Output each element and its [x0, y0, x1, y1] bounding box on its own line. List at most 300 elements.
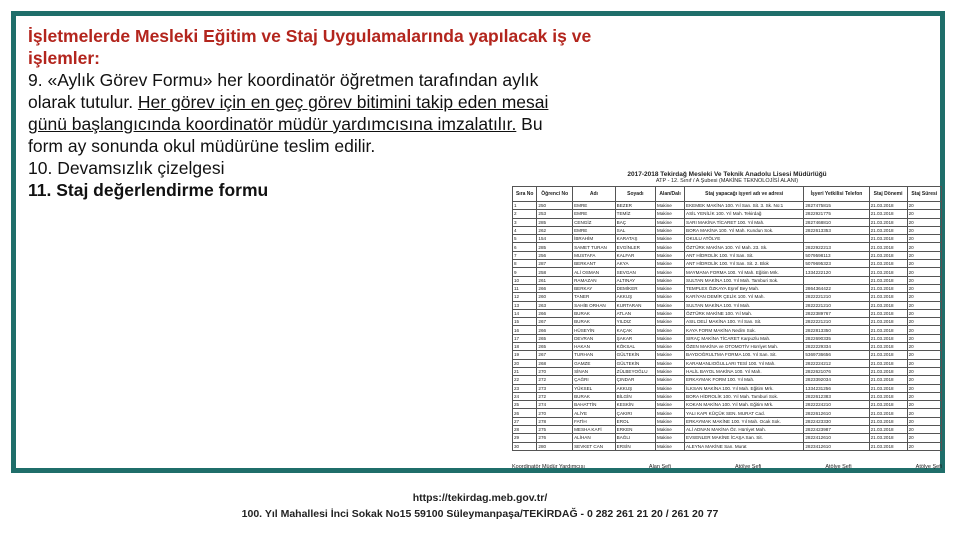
table-cell: 20: [907, 442, 941, 450]
table-cell: KARAMANLIOĞULLARI TESİ 100. Yıl Mah.: [685, 359, 804, 367]
table-cell: 21.03.2018: [869, 226, 907, 234]
table-cell: 21.03.2018: [869, 210, 907, 218]
table-cell: BERKANT: [573, 260, 616, 268]
table-cell: Makine: [656, 202, 685, 210]
table-cell: ERKAYMAK MAKİNE 100. Yıl Mah. Ocak Sok.: [685, 417, 804, 425]
table-cell: 23: [513, 384, 537, 392]
table-cell: 260: [537, 293, 573, 301]
table-cell: 21.03.2018: [869, 260, 907, 268]
table-cell: 20: [907, 434, 941, 442]
table-cell: TEMPLEX ÖZKAYA Eşref Bey Mah.: [685, 284, 804, 292]
table-cell: 20: [907, 334, 941, 342]
table-header: [513, 187, 942, 202]
table-cell: SIRAÇ MAKİNA TİCARET Karpuzlu Mah.: [685, 334, 804, 342]
table-cell: AKKUŞ: [615, 293, 655, 301]
table-cell: 15: [513, 318, 537, 326]
table-cell: Makine: [656, 417, 685, 425]
item9-underlined-2: günü başlangıcında koordinatör müdür yardımcısına imzalatılır.: [28, 114, 517, 134]
table-cell: FATİH: [573, 417, 616, 425]
table-cell: Makine: [656, 226, 685, 234]
table-row: [513, 376, 942, 384]
table-cell: Makine: [656, 434, 685, 442]
table-cell: EMRE: [573, 202, 616, 210]
table-row: [513, 260, 942, 268]
table-cell: ÇAĞRI: [573, 376, 616, 384]
table-row: [513, 276, 942, 284]
signature-row: [512, 464, 942, 470]
table-cell: Makine: [656, 276, 685, 284]
table-cell: BERKAY: [573, 284, 616, 292]
table-cell: ALİHAN: [573, 434, 616, 442]
table-cell: 30: [513, 442, 537, 450]
table-cell: 21.03.2018: [869, 426, 907, 434]
table-cell: 2823392034: [804, 376, 869, 384]
table-cell: KÖKSAL: [615, 343, 655, 351]
table-cell: SULTAN MAKİNA 100. Yıl Mah.: [685, 301, 804, 309]
table-cell: 21.03.2018: [869, 351, 907, 359]
table-cell: MAYMANA FORMA 100. Yıl Mah. Eğitim Mrk.: [685, 268, 804, 276]
table-cell: ÖZTÜRK MAKİNA 100. Yıl Mah. 23. Sk.: [685, 243, 804, 251]
table-cell: 29: [513, 434, 537, 442]
table-cell: 20: [907, 284, 941, 292]
table-cell: KAYA FORM MAKİNA Nedim Sok.: [685, 326, 804, 334]
table-cell: GAMZE: [573, 359, 616, 367]
table-cell: HÜSEYİN: [573, 326, 616, 334]
table-cell: BİLGİN: [615, 392, 655, 400]
heading-line-1: İşletmelerde Mesleki Eğitim ve Staj Uygulamalarında yapılacak iş ve: [28, 26, 592, 46]
table-cell: DEMİKER: [615, 284, 655, 292]
table-cell: Makine: [656, 401, 685, 409]
table-cell: 154: [537, 235, 573, 243]
table-row: [513, 359, 942, 367]
column-header: İşyeri Yetkilisi Telefon: [804, 187, 869, 202]
table-cell: 2822612610: [804, 409, 869, 417]
table-cell: ALİYE: [573, 409, 616, 417]
table-cell: 21.03.2018: [869, 343, 907, 351]
table-cell: 2822389767: [804, 309, 869, 317]
table-cell: YILDIZ: [615, 318, 655, 326]
table-cell: 21.03.2018: [869, 284, 907, 292]
table-cell: ERKAYMAK FORM 100. Yıl Mah.: [685, 376, 804, 384]
table-cell: 14: [513, 309, 537, 317]
table-cell: ÖZTÜRK MAKİNE 100. Yıl Mah.: [685, 309, 804, 317]
table-cell: 20: [907, 384, 941, 392]
table-cell: 21.03.2018: [869, 409, 907, 417]
table-cell: 21.03.2018: [869, 359, 907, 367]
table-row: [513, 293, 942, 301]
table-cell: 20: [907, 367, 941, 375]
table-cell: 21.03.2018: [869, 293, 907, 301]
item9-text-b: olarak tutulur.: [28, 92, 138, 112]
table-cell: 266: [537, 326, 573, 334]
table-cell: 2822690335: [804, 334, 869, 342]
table-cell: Makine: [656, 284, 685, 292]
table-cell: Makine: [656, 210, 685, 218]
table-cell: 5: [513, 235, 537, 243]
column-header: Sıra No: [513, 187, 537, 202]
table-row: [513, 251, 942, 259]
table-cell: 21.03.2018: [869, 367, 907, 375]
table-cell: EVGİNLER: [615, 243, 655, 251]
item9-underlined-1: Her görev için en geç görev bitimini takip eden mesai: [137, 92, 549, 112]
table-cell: 285: [537, 218, 573, 226]
table-cell: ASİL YENİLİK 100. Yıl Mah. Tekirdağ: [685, 210, 804, 218]
table-cell: Makine: [656, 343, 685, 351]
table-cell: YALI KAPI KÜÇÜK SEN. MURAT Cad.: [685, 409, 804, 417]
signature-label: Koordinatör Müdür Yardımcısı: [512, 464, 585, 470]
table-cell: BORA HİDROLİK 100. Yıl Mah. Tamburi Sok.: [685, 392, 804, 400]
table-cell: 20: [907, 218, 941, 226]
table-cell: 13: [513, 301, 537, 309]
table-row: [513, 392, 942, 400]
table-cell: 270: [537, 367, 573, 375]
table-cell: 266: [537, 309, 573, 317]
table-cell: 20: [907, 392, 941, 400]
document-title: 2017-2018 Tekirdağ Mesleki Ve Teknik Anadolu Lisesi Müdürlüğü: [627, 171, 827, 178]
table-cell: BAĞLI: [615, 434, 655, 442]
table-cell: 2822412610: [804, 434, 869, 442]
table-cell: Makine: [656, 293, 685, 301]
table-cell: 20: [907, 309, 941, 317]
table-cell: Makine: [656, 318, 685, 326]
table-cell: DEVRAN: [573, 334, 616, 342]
table-cell: 20: [907, 268, 941, 276]
table-cell: 266: [537, 284, 573, 292]
item9-text-c: Bu: [516, 114, 543, 134]
table-cell: 20: [907, 409, 941, 417]
table-cell: 21: [513, 367, 537, 375]
table-cell: İLKSAN MAKİNA 100. Yıl Mah. Eğitim Mrk.: [685, 384, 804, 392]
table-cell: HAKAN: [573, 343, 616, 351]
table-row: [513, 401, 942, 409]
table-cell: 2822423330: [804, 417, 869, 425]
table-cell: 4: [513, 226, 537, 234]
table-row: [513, 334, 942, 342]
table-cell: 21.03.2018: [869, 268, 907, 276]
table-row: [513, 268, 942, 276]
table-cell: 21.03.2018: [869, 301, 907, 309]
table-cell: 7: [513, 251, 537, 259]
table-cell: 280: [537, 442, 573, 450]
table-row: [513, 309, 942, 317]
column-header: Staj Dönemi: [869, 187, 907, 202]
table-cell: 285: [537, 243, 573, 251]
table-cell: Makine: [656, 384, 685, 392]
table-cell: 2822224212: [804, 359, 869, 367]
table-cell: [804, 235, 869, 243]
table-cell: 5079695323: [804, 260, 869, 268]
table-cell: 270: [537, 409, 573, 417]
table-cell: 20: [907, 226, 941, 234]
table-cell: 20: [907, 243, 941, 251]
table-row: [513, 384, 942, 392]
table-cell: ASIL DELİ MAKİNA 100. Yıl San. Sit.: [685, 318, 804, 326]
table-row: [513, 301, 942, 309]
table-cell: 21.03.2018: [869, 401, 907, 409]
table-cell: 5369736656: [804, 351, 869, 359]
table-cell: 267: [537, 318, 573, 326]
table-cell: 2822221210: [804, 293, 869, 301]
table-cell: 21.03.2018: [869, 251, 907, 259]
table-cell: 20: [907, 359, 941, 367]
table-cell: 272: [537, 392, 573, 400]
table-cell: 276: [537, 434, 573, 442]
table-cell: OKULU ATÖLYE: [685, 235, 804, 243]
table-cell: 265: [537, 343, 573, 351]
table-cell: 21.03.2018: [869, 218, 907, 226]
table-cell: AKKUŞ: [615, 384, 655, 392]
table-cell: 20: [907, 401, 941, 409]
table-cell: 12: [513, 293, 537, 301]
table-cell: EROL: [615, 417, 655, 425]
item9-text-d: form ay sonunda okul müdürüne teslim edilir.: [28, 136, 376, 156]
table-row: [513, 284, 942, 292]
table-cell: 27: [513, 417, 537, 425]
table-cell: 20: [907, 251, 941, 259]
table-cell: Makine: [656, 268, 685, 276]
table-cell: BEZER: [615, 202, 655, 210]
table-cell: 24: [513, 392, 537, 400]
table-cell: Makine: [656, 409, 685, 417]
table-cell: 21.03.2018: [869, 384, 907, 392]
table-row: [513, 367, 942, 375]
table-row: [513, 202, 942, 210]
table-cell: KURTARAN: [615, 301, 655, 309]
table-cell: 20: [907, 326, 941, 334]
item-11: 11. Staj değerlendirme formu: [28, 180, 269, 200]
table-cell: ERKEN: [615, 426, 655, 434]
table-cell: 8: [513, 260, 537, 268]
table-cell: SEVGAN: [615, 268, 655, 276]
table-cell: 262: [537, 226, 573, 234]
table-cell: RAMAZAN: [573, 276, 616, 284]
table-cell: Makine: [656, 442, 685, 450]
table-cell: SARI MAKİNA TİCARET 100. Yıl Mah.: [685, 218, 804, 226]
table-cell: 20: [907, 235, 941, 243]
table-row: [513, 442, 942, 450]
table-cell: 2822229334: [804, 343, 869, 351]
table-cell: 21.03.2018: [869, 235, 907, 243]
table-cell: Makine: [656, 334, 685, 342]
table-cell: Makine: [656, 351, 685, 359]
table-cell: [804, 276, 869, 284]
document-subtitle: ATP - 12. Sınıf / A Şubesi (MAKİNE TEKNOLOJİSİ ALANI): [655, 178, 799, 184]
table-cell: Makine: [656, 309, 685, 317]
table-cell: KAÇAK: [615, 326, 655, 334]
signature-label: Atölye Şefi: [825, 464, 852, 470]
footer-address: 100. Yıl Mahallesi İnci Sokak No15 59100 Süleymanpaşa/TEKİRDAĞ - 0 282 261 21 20 / 261 20 77: [241, 508, 719, 520]
table-cell: BURAK: [573, 309, 616, 317]
table-cell: 21.03.2018: [869, 417, 907, 425]
table-cell: ÇINDAR: [615, 376, 655, 384]
table-cell: 268: [537, 359, 573, 367]
table-cell: 256: [537, 251, 573, 259]
table-cell: 263: [537, 301, 573, 309]
table-cell: GÜLTEKİN: [615, 359, 655, 367]
table-cell: 21.03.2018: [869, 243, 907, 251]
table-cell: 20: [907, 426, 941, 434]
slide-frame: [11, 11, 945, 473]
table-cell: SAL: [615, 226, 655, 234]
table-cell: EVSENLER MAKİNE İCAŞA San. Sit.: [685, 434, 804, 442]
heading-line-2: işlemler:: [28, 48, 100, 68]
table-cell: Makine: [656, 426, 685, 434]
column-header: Staj yapacağı işyeri adı ve adresi: [685, 187, 804, 202]
table-cell: 272: [537, 376, 573, 384]
table-row: [513, 417, 942, 425]
table-cell: 19: [513, 351, 537, 359]
table-cell: 20: [907, 202, 941, 210]
table-cell: ÇAKIRI: [615, 409, 655, 417]
table-row: [513, 326, 942, 334]
table-cell: 25: [513, 401, 537, 409]
table-cell: 20: [907, 351, 941, 359]
table-cell: SİNAN: [573, 367, 616, 375]
table-cell: 2864364422: [804, 284, 869, 292]
table-cell: 3: [513, 218, 537, 226]
table-cell: 10: [513, 276, 537, 284]
table-cell: AKYA: [615, 260, 655, 268]
table-cell: 20: [907, 343, 941, 351]
table-cell: 250: [537, 202, 573, 210]
table-cell: 2827468810: [804, 218, 869, 226]
signature-label: Atölye Şefi: [915, 464, 942, 470]
table-row: [513, 318, 942, 326]
table-cell: SULTAN MAKİNA 100. Yıl Mah. Tamburi Sok.: [685, 276, 804, 284]
table-cell: Makine: [656, 218, 685, 226]
table-cell: 20: [907, 318, 941, 326]
table-cell: 2822922213: [804, 243, 869, 251]
table-cell: EMRE: [573, 226, 616, 234]
student-table: [512, 186, 942, 451]
signature-label: Atölye Şefi: [734, 464, 762, 470]
table-cell: Makine: [656, 243, 685, 251]
table-cell: 18: [513, 343, 537, 351]
table-cell: 278: [537, 417, 573, 425]
table-cell: 21.03.2018: [869, 318, 907, 326]
table-cell: EMRE: [573, 210, 616, 218]
table-cell: TEMİZ: [615, 210, 655, 218]
footer-url[interactable]: https://tekirdag.meb.gov.tr/: [412, 492, 548, 504]
table-cell: ALEYNA MAKİNE San. Murat: [685, 442, 804, 450]
table-cell: 273: [537, 384, 573, 392]
table-cell: 20: [907, 293, 941, 301]
table-cell: ŞAKAR: [615, 334, 655, 342]
table-cell: ATLAN: [615, 309, 655, 317]
table-cell: EKEMEK MAKİNA 100. Yıl San. Sit. 3. Sk. No:1: [685, 202, 804, 210]
table-cell: 2822221210: [804, 301, 869, 309]
table-cell: 287: [537, 260, 573, 268]
table-cell: 2822423987: [804, 426, 869, 434]
table-row: [513, 409, 942, 417]
table-cell: 22: [513, 376, 537, 384]
table-cell: GÜLTEKİN: [615, 351, 655, 359]
column-header: Adı: [573, 187, 616, 202]
table-cell: BURAK: [573, 318, 616, 326]
table-cell: 275: [537, 426, 573, 434]
table-cell: Makine: [656, 367, 685, 375]
table-cell: HALİL BAYOL MAKİNA 100. Yıl Mah.: [685, 367, 804, 375]
slide-heading: [28, 25, 618, 69]
table-cell: 1: [513, 202, 537, 210]
table-cell: 2822613353: [804, 226, 869, 234]
table-cell: 265: [537, 334, 573, 342]
table-cell: BAHATTİN: [573, 401, 616, 409]
table-cell: 2822221210: [804, 318, 869, 326]
table-cell: BORA MAKİNA 100. Yıl Mah. Kundun Sok.: [685, 226, 804, 234]
column-header: Soyadı: [615, 187, 655, 202]
table-cell: 21.03.2018: [869, 442, 907, 450]
table-row: [513, 218, 942, 226]
table-cell: 17: [513, 334, 537, 342]
table-row: [513, 426, 942, 434]
table-cell: SEVKET CAN: [573, 442, 616, 450]
table-cell: SAHİB ORHAN: [573, 301, 616, 309]
table-cell: 2827475815: [804, 202, 869, 210]
table-cell: 20: [907, 210, 941, 218]
table-cell: ALTINAY: [615, 276, 655, 284]
table-cell: Makine: [656, 359, 685, 367]
table-cell: 1334231256: [804, 384, 869, 392]
table-cell: TANER: [573, 293, 616, 301]
table-cell: İBRAHİM: [573, 235, 616, 243]
table-cell: 9: [513, 268, 537, 276]
table-row: [513, 343, 942, 351]
table-cell: 1334222120: [804, 268, 869, 276]
table-cell: 21.03.2018: [869, 276, 907, 284]
table-cell: BAYDOĞRULTMA FORMA 100. Yıl San. Sit.: [685, 351, 804, 359]
table-cell: 20: [513, 359, 537, 367]
table-cell: 21.03.2018: [869, 376, 907, 384]
table-cell: 2822813350: [804, 326, 869, 334]
table-cell: 2822621076: [804, 367, 869, 375]
table-cell: KARİYAN DEMİR ÇELİK 100. Yıl Mah.: [685, 293, 804, 301]
item-9: [28, 69, 618, 157]
table-cell: 2822612383: [804, 392, 869, 400]
table-cell: 5079598113: [804, 251, 869, 259]
table-cell: Makine: [656, 260, 685, 268]
table-cell: BAÇ: [615, 218, 655, 226]
table-cell: Makine: [656, 392, 685, 400]
table-cell: 26: [513, 409, 537, 417]
table-cell: 11: [513, 284, 537, 292]
table-cell: ANT HİDROLİK 100. Yıl San. Sit.: [685, 251, 804, 259]
table-cell: 6: [513, 243, 537, 251]
table-cell: 20: [907, 276, 941, 284]
table-cell: 20: [907, 301, 941, 309]
table-cell: Makine: [656, 301, 685, 309]
table-cell: KESKİN: [615, 401, 655, 409]
table-cell: Makine: [656, 376, 685, 384]
table-cell: 21.03.2018: [869, 326, 907, 334]
table-cell: 28: [513, 426, 537, 434]
item-10: 10. Devamsızlık çizelgesi: [28, 158, 225, 178]
table-cell: 21.03.2018: [869, 334, 907, 342]
table-cell: Makine: [656, 326, 685, 334]
table-cell: 2822224210: [804, 401, 869, 409]
table-row: [513, 210, 942, 218]
table-cell: ALİ OSMAN: [573, 268, 616, 276]
column-header: Alan/Dalı: [656, 187, 685, 202]
table-body: [513, 202, 942, 451]
table-cell: Makine: [656, 235, 685, 243]
table-row: [513, 351, 942, 359]
table-row: [513, 235, 942, 243]
table-cell: Makine: [656, 251, 685, 259]
table-cell: BURAK: [573, 392, 616, 400]
column-header: Öğrenci No: [537, 187, 573, 202]
table-cell: 261: [537, 276, 573, 284]
